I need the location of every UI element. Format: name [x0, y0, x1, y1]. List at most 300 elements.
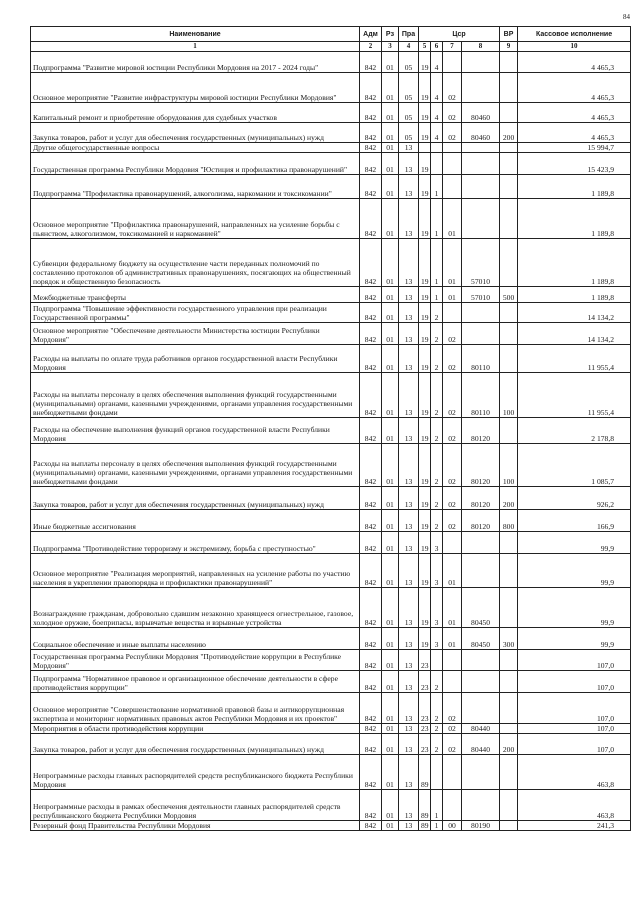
cell-c2: 1 [431, 175, 443, 199]
cell-c1: 23 [419, 724, 431, 734]
cell-pr: 13 [399, 821, 419, 831]
cell-c2: 4 [431, 123, 443, 143]
cell-vr: 200 [500, 487, 518, 510]
table-header-row [31, 27, 631, 42]
budget-table [30, 26, 631, 831]
cell-name: Субвенции федеральному бюджету на осуществление части переданных полномочий по составлению протоколов об административных правонарушениях, посягающих на общественный порядок и общественную безопасность [31, 239, 360, 287]
table-row [31, 554, 631, 588]
cell-amount: 14 134,2 [518, 323, 631, 345]
cell-c1: 19 [419, 103, 431, 123]
cell-amount: 4 465,3 [518, 73, 631, 103]
cell-c3: 02 [443, 724, 462, 734]
cell-vr [500, 821, 518, 831]
cell-pr: 13 [399, 323, 419, 345]
table-row [31, 52, 631, 73]
cell-amount: 11 955,4 [518, 345, 631, 373]
cell-c3: 02 [443, 345, 462, 373]
cell-name: Иные бюджетные ассигнования [31, 510, 360, 532]
cell-amount: 1 189,8 [518, 287, 631, 303]
cell-adm: 842 [360, 790, 382, 821]
cell-vr: 200 [500, 734, 518, 755]
cell-pr: 13 [399, 143, 419, 153]
cell-adm: 842 [360, 345, 382, 373]
table-row [31, 73, 631, 103]
table-row [31, 239, 631, 287]
cell-c3: 01 [443, 287, 462, 303]
cell-rz: 01 [382, 588, 399, 628]
cell-name: Подпрограмма "Повышение эффективности государственного управления при реализации Государственной программы" [31, 303, 360, 323]
cell-c1: 19 [419, 345, 431, 373]
cell-vr [500, 103, 518, 123]
cell-adm: 842 [360, 418, 382, 444]
cell-name: Основное мероприятие "Обеспечение деятельности Министерства юстиции Республики Мордовия" [31, 323, 360, 345]
cell-pr: 13 [399, 510, 419, 532]
column-number: 5 [419, 42, 431, 52]
header-name: Наименование [31, 27, 360, 42]
cell-c4 [462, 73, 500, 103]
cell-c3: 01 [443, 199, 462, 239]
cell-rz: 01 [382, 303, 399, 323]
cell-c4 [462, 532, 500, 554]
cell-pr: 13 [399, 418, 419, 444]
cell-c1: 19 [419, 52, 431, 73]
cell-amount: 926,2 [518, 487, 631, 510]
cell-c4: 80120 [462, 444, 500, 487]
cell-c4: 57010 [462, 287, 500, 303]
header-rz: Рз [382, 27, 399, 42]
cell-pr: 05 [399, 103, 419, 123]
cell-name: Основное мероприятие "Развитие инфраструктуры мировой юстиции Республики Мордовия" [31, 73, 360, 103]
column-number: 9 [500, 42, 518, 52]
cell-c1: 19 [419, 175, 431, 199]
cell-c1: 19 [419, 199, 431, 239]
cell-c3: 02 [443, 123, 462, 143]
cell-c1: 19 [419, 588, 431, 628]
cell-c2: 2 [431, 734, 443, 755]
cell-c4: 80440 [462, 724, 500, 734]
cell-pr: 13 [399, 487, 419, 510]
cell-pr: 13 [399, 303, 419, 323]
cell-rz: 01 [382, 693, 399, 724]
cell-pr: 13 [399, 554, 419, 588]
cell-vr: 200 [500, 123, 518, 143]
table-row [31, 671, 631, 693]
cell-rz: 01 [382, 790, 399, 821]
cell-c2: 4 [431, 52, 443, 73]
column-number: 2 [360, 42, 382, 52]
cell-vr [500, 143, 518, 153]
cell-adm: 842 [360, 734, 382, 755]
cell-vr [500, 345, 518, 373]
cell-c3: 02 [443, 418, 462, 444]
cell-vr [500, 790, 518, 821]
cell-amount: 15 994,7 [518, 143, 631, 153]
cell-rz: 01 [382, 199, 399, 239]
cell-pr: 13 [399, 724, 419, 734]
cell-adm: 842 [360, 239, 382, 287]
cell-adm: 842 [360, 73, 382, 103]
cell-c2: 1 [431, 821, 443, 831]
cell-pr: 13 [399, 755, 419, 790]
cell-pr: 05 [399, 52, 419, 73]
cell-pr: 13 [399, 175, 419, 199]
cell-c1: 23 [419, 693, 431, 724]
cell-c2: 1 [431, 287, 443, 303]
cell-name: Основное мероприятие "Совершенствование нормативной правовой базы и антикоррупционная экспертиза и мониторинг нормативных правовых актов Республики Мордовия и их проектов" [31, 693, 360, 724]
cell-c1: 19 [419, 418, 431, 444]
cell-amount: 2 178,8 [518, 418, 631, 444]
cell-c3 [443, 143, 462, 153]
cell-c3: 01 [443, 239, 462, 287]
cell-adm: 842 [360, 554, 382, 588]
cell-c1: 19 [419, 444, 431, 487]
cell-c2: 4 [431, 73, 443, 103]
cell-adm: 842 [360, 510, 382, 532]
cell-vr: 100 [500, 444, 518, 487]
cell-c4: 80450 [462, 588, 500, 628]
cell-c3 [443, 790, 462, 821]
cell-c3 [443, 671, 462, 693]
cell-name: Вознаграждение гражданам, добровольно сдавшим незаконно хранящееся огнестрельное, газовое, холодное оружие, боеприпасы, взрывчатые вещества и взрывные устройства [31, 588, 360, 628]
cell-amount: 107,0 [518, 734, 631, 755]
cell-c3 [443, 175, 462, 199]
cell-adm: 842 [360, 671, 382, 693]
cell-c1: 19 [419, 373, 431, 418]
table-row [31, 821, 631, 831]
cell-name: Непрограммные расходы в рамках обеспечения деятельности главных распорядителей средств республиканского бюджета Республики Мордовия [31, 790, 360, 821]
column-number: 3 [382, 42, 399, 52]
cell-c2: 2 [431, 303, 443, 323]
cell-amount: 4 465,3 [518, 103, 631, 123]
cell-c1: 89 [419, 790, 431, 821]
table-row [31, 650, 631, 671]
cell-amount: 11 955,4 [518, 373, 631, 418]
cell-c2 [431, 153, 443, 175]
cell-c3: 01 [443, 628, 462, 650]
cell-rz: 01 [382, 373, 399, 418]
cell-rz: 01 [382, 345, 399, 373]
cell-vr: 800 [500, 510, 518, 532]
cell-rz: 01 [382, 487, 399, 510]
column-number: 1 [31, 42, 360, 52]
header-pr: Пра [399, 27, 419, 42]
cell-c3: 02 [443, 373, 462, 418]
cell-rz: 01 [382, 628, 399, 650]
cell-amount: 14 134,2 [518, 303, 631, 323]
cell-c3 [443, 755, 462, 790]
cell-pr: 13 [399, 444, 419, 487]
cell-name: Подпрограмма "Нормативное правовое и организационное обеспечение деятельности в сфере противодействия коррупции" [31, 671, 360, 693]
cell-vr [500, 693, 518, 724]
cell-c1: 19 [419, 532, 431, 554]
cell-c4: 80460 [462, 103, 500, 123]
cell-rz: 01 [382, 153, 399, 175]
cell-amount: 107,0 [518, 671, 631, 693]
cell-amount: 1 085,7 [518, 444, 631, 487]
cell-adm: 842 [360, 532, 382, 554]
cell-name: Капитальный ремонт и приобретение оборудования для судебных участков [31, 103, 360, 123]
cell-pr: 13 [399, 671, 419, 693]
cell-rz: 01 [382, 734, 399, 755]
cell-rz: 01 [382, 73, 399, 103]
cell-c2: 2 [431, 510, 443, 532]
cell-name: Расходы на выплаты персоналу в целях обеспечения выполнения функций государственными (муниципальными) органами, казенными учреждениями, органами управления государственными внебюджетными фондами [31, 373, 360, 418]
cell-adm: 842 [360, 153, 382, 175]
table-row [31, 199, 631, 239]
cell-c4: 80190 [462, 821, 500, 831]
cell-amount: 1 189,8 [518, 199, 631, 239]
cell-c4: 80460 [462, 123, 500, 143]
cell-vr [500, 554, 518, 588]
cell-c3 [443, 303, 462, 323]
cell-rz: 01 [382, 755, 399, 790]
cell-name: Закупка товаров, работ и услуг для обеспечения государственных (муниципальных) нужд [31, 123, 360, 143]
cell-amount: 99,9 [518, 588, 631, 628]
cell-rz: 01 [382, 821, 399, 831]
cell-amount: 463,8 [518, 755, 631, 790]
cell-c3: 02 [443, 487, 462, 510]
cell-name: Расходы на выплаты персоналу в целях обеспечения выполнения функций государственными (муниципальными) органами, казенными учреждениями, органами управления государственными внебюджетными фондами [31, 444, 360, 487]
cell-rz: 01 [382, 671, 399, 693]
cell-amount: 99,9 [518, 628, 631, 650]
cell-c4: 57010 [462, 239, 500, 287]
cell-c2 [431, 143, 443, 153]
cell-c2: 3 [431, 554, 443, 588]
cell-pr: 13 [399, 588, 419, 628]
cell-adm: 842 [360, 588, 382, 628]
cell-c2: 2 [431, 373, 443, 418]
cell-c2: 2 [431, 724, 443, 734]
cell-adm: 842 [360, 487, 382, 510]
cell-rz: 01 [382, 444, 399, 487]
cell-pr: 13 [399, 734, 419, 755]
cell-c4: 80440 [462, 734, 500, 755]
cell-adm: 842 [360, 373, 382, 418]
cell-c2: 2 [431, 693, 443, 724]
cell-name: Мероприятия в области противодействия коррупции [31, 724, 360, 734]
cell-adm: 842 [360, 628, 382, 650]
cell-amount: 463,8 [518, 790, 631, 821]
cell-vr: 500 [500, 287, 518, 303]
table-row [31, 734, 631, 755]
cell-amount: 241,3 [518, 821, 631, 831]
cell-c4 [462, 671, 500, 693]
cell-c3 [443, 52, 462, 73]
cell-vr [500, 323, 518, 345]
cell-rz: 01 [382, 554, 399, 588]
cell-amount: 4 465,3 [518, 52, 631, 73]
cell-amount: 1 189,8 [518, 239, 631, 287]
cell-c1: 89 [419, 755, 431, 790]
table-row [31, 373, 631, 418]
cell-rz: 01 [382, 418, 399, 444]
cell-name: Основное мероприятие "Профилактика правонарушений, направленных на усиление борьбы с пьянством, алкоголизмом, токсикоманией и наркоманией" [31, 199, 360, 239]
cell-name: Расходы на выплаты по оплате труда работников органов государственной власти Республики Мордовия [31, 345, 360, 373]
page-number: 84 [623, 13, 630, 21]
cell-c2: 2 [431, 671, 443, 693]
cell-c3: 01 [443, 588, 462, 628]
table-row [31, 287, 631, 303]
cell-c1: 19 [419, 628, 431, 650]
cell-pr: 13 [399, 239, 419, 287]
cell-adm: 842 [360, 199, 382, 239]
cell-c3 [443, 532, 462, 554]
cell-pr: 13 [399, 628, 419, 650]
cell-rz: 01 [382, 143, 399, 153]
cell-c3: 02 [443, 323, 462, 345]
cell-rz: 01 [382, 103, 399, 123]
table-row [31, 323, 631, 345]
cell-rz: 01 [382, 287, 399, 303]
cell-c2: 1 [431, 790, 443, 821]
cell-c2: 2 [431, 345, 443, 373]
cell-adm: 842 [360, 821, 382, 831]
cell-amount: 1 189,8 [518, 175, 631, 199]
table-row [31, 153, 631, 175]
cell-c1: 19 [419, 73, 431, 103]
cell-c2: 3 [431, 532, 443, 554]
cell-c3: 02 [443, 73, 462, 103]
header-csr: Цср [419, 27, 500, 42]
cell-rz: 01 [382, 510, 399, 532]
cell-c2: 3 [431, 588, 443, 628]
cell-vr [500, 175, 518, 199]
cell-vr [500, 52, 518, 73]
column-number: 6 [431, 42, 443, 52]
cell-c2: 1 [431, 239, 443, 287]
header-vr: ВР [500, 27, 518, 42]
cell-c1 [419, 143, 431, 153]
cell-c2 [431, 650, 443, 671]
cell-c3: 00 [443, 821, 462, 831]
cell-rz: 01 [382, 323, 399, 345]
table-row [31, 724, 631, 734]
cell-c4 [462, 554, 500, 588]
cell-c1: 19 [419, 510, 431, 532]
cell-c2: 2 [431, 323, 443, 345]
cell-rz: 01 [382, 52, 399, 73]
cell-name: Подпрограмма "Профилактика правонарушений, алкоголизма, наркомании и токсикомании" [31, 175, 360, 199]
cell-vr [500, 153, 518, 175]
cell-pr: 13 [399, 153, 419, 175]
cell-vr [500, 650, 518, 671]
cell-name: Другие общегосударственные вопросы [31, 143, 360, 153]
cell-c4 [462, 650, 500, 671]
column-number: 7 [443, 42, 462, 52]
cell-amount: 166,9 [518, 510, 631, 532]
table-row [31, 103, 631, 123]
cell-pr: 13 [399, 693, 419, 724]
table-row [31, 532, 631, 554]
cell-amount: 107,0 [518, 650, 631, 671]
cell-c1: 23 [419, 734, 431, 755]
cell-amount: 107,0 [518, 693, 631, 724]
cell-adm: 842 [360, 103, 382, 123]
cell-adm: 842 [360, 693, 382, 724]
cell-c1: 19 [419, 554, 431, 588]
cell-c4 [462, 143, 500, 153]
column-number: 10 [518, 42, 631, 52]
cell-pr: 13 [399, 650, 419, 671]
cell-c4 [462, 52, 500, 73]
cell-pr: 05 [399, 73, 419, 103]
cell-name: Расходы на обеспечение выполнения функций органов государственной власти Республики Мордовия [31, 418, 360, 444]
cell-c4: 80110 [462, 373, 500, 418]
cell-c2: 2 [431, 418, 443, 444]
table-row [31, 487, 631, 510]
cell-adm: 842 [360, 444, 382, 487]
table-row [31, 143, 631, 153]
cell-rz: 01 [382, 532, 399, 554]
header-exec: Кассовое исполнение [518, 27, 631, 42]
cell-c4 [462, 693, 500, 724]
cell-c4: 80450 [462, 628, 500, 650]
cell-name: Закупка товаров, работ и услуг для обеспечения государственных (муниципальных) нужд [31, 734, 360, 755]
table-row [31, 588, 631, 628]
cell-c1: 19 [419, 323, 431, 345]
cell-c4: 80120 [462, 487, 500, 510]
cell-rz: 01 [382, 123, 399, 143]
cell-c1: 19 [419, 303, 431, 323]
table-row [31, 628, 631, 650]
cell-pr: 13 [399, 199, 419, 239]
cell-c4: 80120 [462, 418, 500, 444]
cell-name: Подпрограмма "Противодействие терроризму и экстремизму, борьба с преступностью" [31, 532, 360, 554]
cell-name: Резервный фонд Правительства Республики Мордовия [31, 821, 360, 831]
cell-c4: 80110 [462, 345, 500, 373]
cell-c4: 80120 [462, 510, 500, 532]
column-number: 4 [399, 42, 419, 52]
cell-vr [500, 724, 518, 734]
cell-name: Социальное обеспечение и иные выплаты населению [31, 628, 360, 650]
cell-adm: 842 [360, 650, 382, 671]
cell-name: Закупка товаров, работ и услуг для обеспечения государственных (муниципальных) нужд [31, 487, 360, 510]
cell-c4 [462, 153, 500, 175]
cell-adm: 842 [360, 323, 382, 345]
table-row [31, 444, 631, 487]
cell-adm: 842 [360, 303, 382, 323]
cell-c4 [462, 199, 500, 239]
cell-adm: 842 [360, 123, 382, 143]
cell-pr: 13 [399, 345, 419, 373]
cell-vr [500, 588, 518, 628]
cell-c1: 23 [419, 650, 431, 671]
cell-vr [500, 73, 518, 103]
cell-pr: 13 [399, 287, 419, 303]
cell-c1: 19 [419, 287, 431, 303]
cell-c4 [462, 755, 500, 790]
cell-vr [500, 532, 518, 554]
cell-c3: 02 [443, 444, 462, 487]
cell-amount: 107,0 [518, 724, 631, 734]
cell-rz: 01 [382, 175, 399, 199]
column-number-row [31, 42, 631, 52]
cell-c1: 23 [419, 671, 431, 693]
cell-c2 [431, 755, 443, 790]
cell-c1: 89 [419, 821, 431, 831]
cell-c3: 02 [443, 103, 462, 123]
table-row [31, 693, 631, 724]
cell-vr: 300 [500, 628, 518, 650]
cell-c2: 3 [431, 628, 443, 650]
cell-c2: 4 [431, 103, 443, 123]
cell-c3: 02 [443, 734, 462, 755]
cell-c1: 19 [419, 487, 431, 510]
table-row [31, 345, 631, 373]
column-number: 8 [462, 42, 500, 52]
cell-amount: 99,9 [518, 532, 631, 554]
cell-c2: 1 [431, 199, 443, 239]
